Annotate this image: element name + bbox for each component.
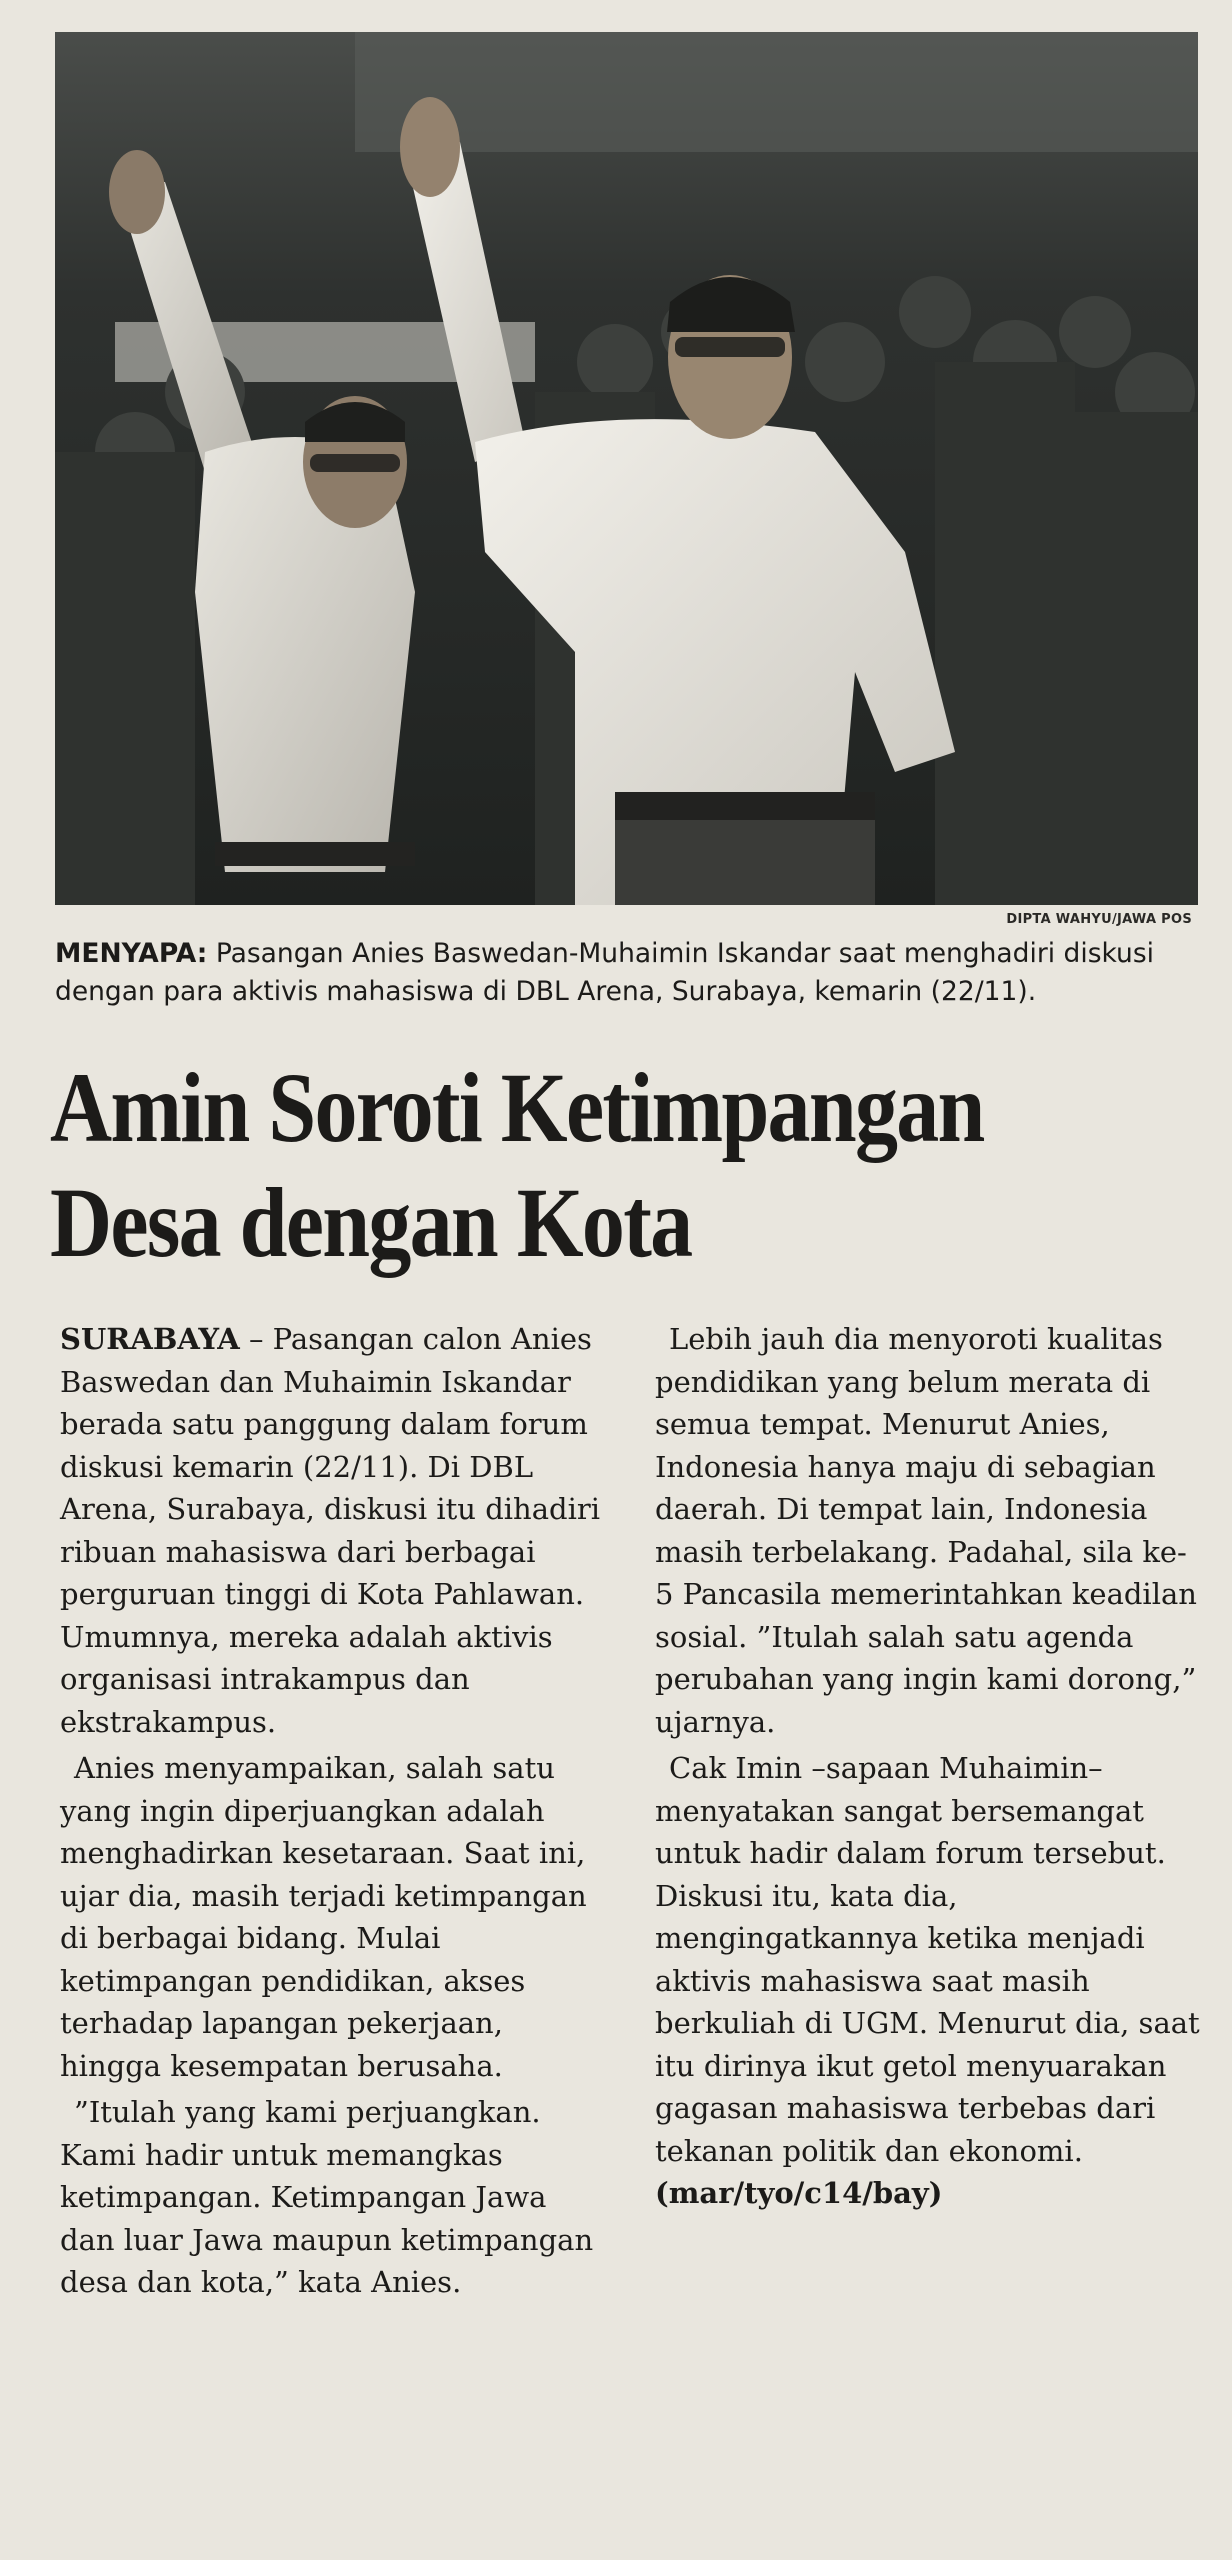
paragraph-5-text: Cak Imin –sapaan Muhaimin– menyatakan sangat bersemangat untuk hadir dalam forum tersebut. Diskusi itu, kata dia, mengingatkannya ketika menjadi aktivis mahasiswa saat masih berkuliah di UGM. Menurut dia, saat itu dirinya ikut getol menyuarakan gagasan mahasiswa terbebas dari tekanan politik dan ekonomi.	[655, 1751, 1200, 2168]
article-body	[60, 1318, 1200, 2304]
photo-caption	[55, 935, 1205, 1011]
caption-text: Pasangan Anies Baswedan-Muhaimin Iskandar saat menghadiri diskusi dengan para aktivis mahasiswa di DBL Arena, Surabaya, kemarin (22/11).	[55, 938, 1155, 1007]
dateline: SURABAYA	[60, 1322, 240, 1356]
headline	[50, 1050, 1202, 1280]
paragraph-1	[60, 1318, 605, 1743]
signoff: (mar/tyo/c14/bay)	[655, 2176, 943, 2210]
paragraph-2: Anies menyampaikan, salah satu yang ingin diperjuangkan adalah menghadirkan kesetaraan. Saat ini, ujar dia, masih terjadi ketimpangan di berbagai bidang. Mulai ketimpangan pendidikan, akses terhadap lapangan pekerjaan, hingga kesempatan berusaha.	[60, 1751, 587, 2083]
paragraph-5	[655, 1747, 1200, 2215]
news-photo	[55, 32, 1198, 905]
headline-line-1: Amin Soroti Ketimpangan	[50, 1052, 984, 1163]
paragraph-1-text: – Pasangan calon Anies Baswedan dan Muhaimin Iskandar berada satu panggung dalam forum diskusi kemarin (22/11). Di DBL Arena, Surabaya, diskusi itu dihadiri ribuan mahasiswa dari berbagai perguruan tinggi di Kota Pahlawan. Umumnya, mereka adalah aktivis organisasi intrakampus dan ekstrakampus.	[60, 1322, 600, 1739]
headline-line-2: Desa dengan Kota	[50, 1167, 692, 1278]
paragraph-3: ”Itulah yang kami perjuangkan. Kami hadir untuk memangkas ketimpangan. Ketimpangan Jawa dan luar Jawa maupun ketimpangan desa dan kota,” kata Anies.	[60, 2095, 594, 2299]
photo-illustration	[55, 32, 1198, 905]
photo-credit: DIPTA WAHYU/JAWA POS	[1006, 912, 1192, 927]
paragraph-4: Lebih jauh dia menyoroti kualitas pendidikan yang belum merata di semua tempat. Menurut Anies, Indonesia hanya maju di sebagian daerah. Di tempat lain, Indonesia masih terbelakang. Padahal, sila ke-5 Pancasila memerintahkan keadilan sosial. ”Itulah salah satu agenda perubahan yang ingin kami dorong,” ujarnya.	[655, 1322, 1197, 1739]
caption-lead: MENYAPA:	[55, 938, 208, 969]
